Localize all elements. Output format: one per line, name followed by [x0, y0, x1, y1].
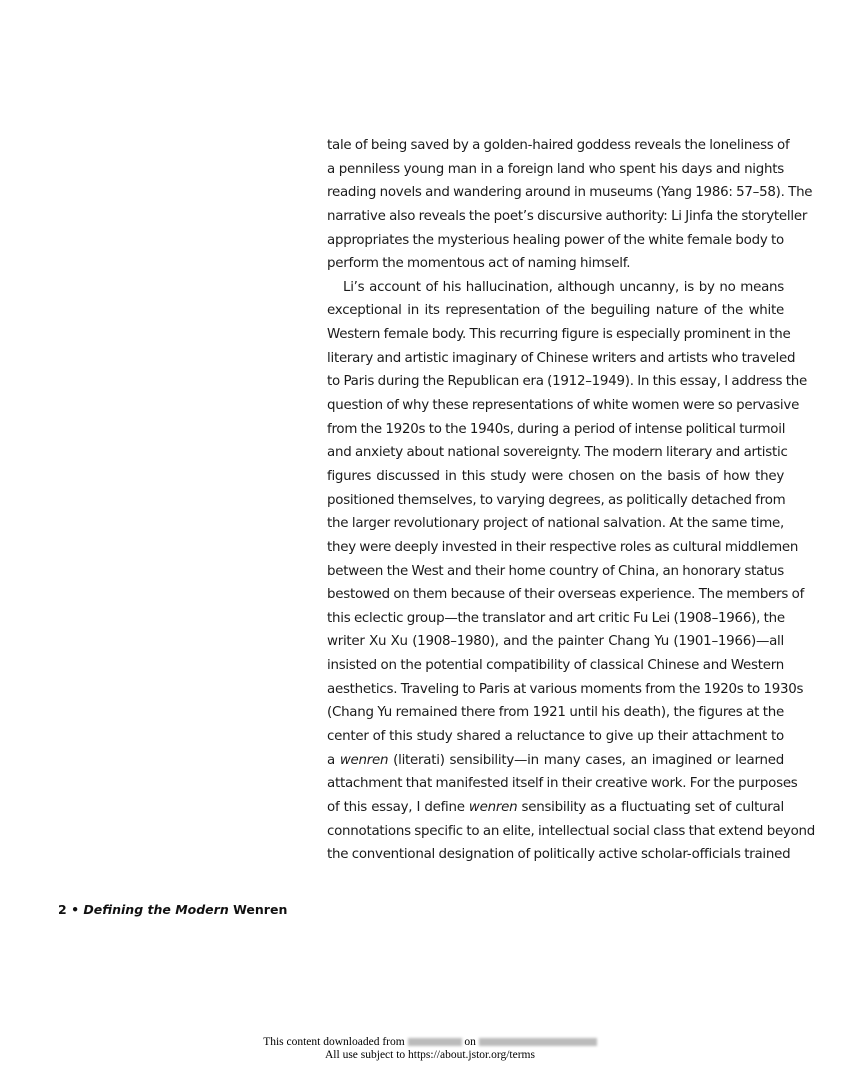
text-segment: of this essay, I define [327, 799, 469, 815]
text-line: from the 1920s to the 1940s, during a period of intense political turmoil [327, 421, 786, 437]
download-on-text: on [464, 1036, 476, 1048]
download-text: This content downloaded from [263, 1036, 405, 1048]
text-line: connotations specific to an elite, intellectual social class that extend beyond [327, 823, 816, 839]
text-line: appropriates the mysterious healing power of the white female body to [327, 232, 784, 248]
text-line: positioned themselves, to varying degrees, as politically detached from [327, 492, 786, 508]
text-line: the conventional designation of politically active scholar-officials trained [327, 847, 791, 863]
text-line [327, 796, 784, 820]
text-line: Li’s account of his hallucination, although uncanny, is by no means [343, 279, 784, 295]
text-line: exceptional in its representation of the beguiling nature of the white [327, 303, 784, 319]
text-line: figures discussed in this study were chosen on the basis of how they [327, 468, 784, 484]
italic-term: wenren [468, 799, 518, 815]
text-segment: (literati) sensibility—in many cases, an imagined or learned [388, 752, 784, 768]
text-line: narrative also reveals the poet’s discursive authority: Li Jinfa the storyteller [327, 208, 808, 224]
redacted-ip [408, 1038, 462, 1046]
redacted-date [479, 1038, 597, 1046]
text-line: (Chang Yu remained there from 1921 until his death), the figures at the [327, 705, 784, 721]
text-line: literary and artistic imaginary of Chinese writers and artists who traveled [327, 350, 796, 366]
text-line: question of why these representations of white women were so pervasive [327, 398, 800, 414]
body-text [327, 134, 816, 867]
text-line: they were deeply invested in their respective roles as cultural middlemen [327, 539, 799, 555]
text-line [327, 749, 784, 773]
footer-title-italic: Defining the Modern [83, 902, 229, 917]
text-line: to Paris during the Republican era (1912–1949). In this essay, I address the [327, 374, 807, 390]
text-line: and anxiety about national sovereignty. The modern literary and artistic [327, 445, 788, 461]
jstor-download-line [0, 1036, 860, 1049]
jstor-terms-line: All use subject to https://about.jstor.org/terms [325, 1049, 535, 1061]
text-line: attachment that manifested itself in their creative work. For the purposes [327, 776, 798, 792]
text-line: Western female body. This recurring figure is especially prominent in the [327, 327, 791, 343]
text-line: tale of being saved by a golden-haired goddess reveals the loneliness of [327, 138, 790, 153]
text-line: writer Xu Xu (1908–1980), and the painter Chang Yu (1901–1966)—all [327, 634, 784, 650]
italic-term: wenren [339, 752, 389, 768]
text-line: between the West and their home country of China, an honorary status [327, 563, 784, 579]
page-number: 2 [58, 902, 67, 917]
footer-separator: • [71, 902, 80, 917]
text-line: aesthetics. Traveling to Paris at various moments from the 1920s to 1930s [327, 681, 804, 697]
text-line: reading novels and wandering around in museums (Yang 1986: 57–58). The [327, 185, 813, 201]
text-segment: a [327, 752, 340, 768]
running-footer [58, 902, 287, 917]
text-segment: sensibility as a fluctuating set of cultural [517, 799, 784, 815]
text-line: this eclectic group—the translator and art critic Fu Lei (1908–1966), the [327, 610, 785, 626]
text-line: perform the momentous act of naming himself. [327, 256, 631, 272]
text-line: insisted on the potential compatibility of classical Chinese and Western [327, 658, 784, 674]
jstor-notice [0, 1036, 860, 1062]
text-line: a penniless young man in a foreign land who spent his days and nights [327, 161, 784, 177]
text-line: the larger revolutionary project of national salvation. At the same time, [327, 516, 784, 532]
text-line: center of this study shared a reluctance to give up their attachment to [327, 729, 784, 745]
text-line: bestowed on them because of their overseas experience. The members of [327, 587, 805, 603]
footer-title-roman: Wenren [233, 902, 288, 917]
